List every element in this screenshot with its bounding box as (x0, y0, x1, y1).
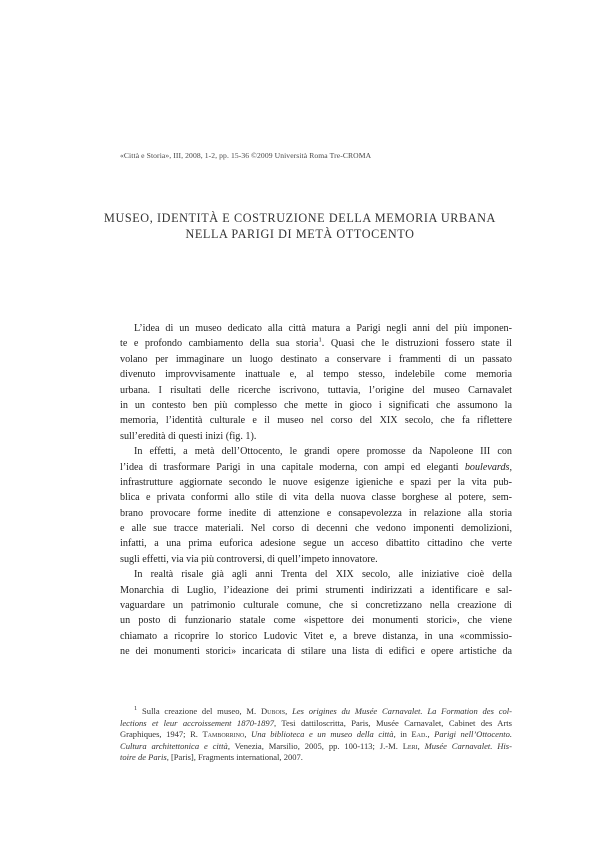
body-text: te e profondo cambiamento della sua storia (120, 338, 319, 350)
body-line (120, 336, 512, 351)
footnote-text: Graphiques, 1947; R. (120, 729, 203, 739)
body-line: In realtà risale già agli anni Trenta del XIX secolo, alle iniziative cioè della (134, 569, 512, 581)
footnote-text: Sulla creazione del museo, M. (142, 706, 261, 716)
body-line: un posto di funzionario statale come «ispettore dei monumenti storici», che viene (120, 615, 512, 627)
body-line: Monarchia di Luglio, l’ideazione dei primi strumenti indirizzati a identificare e sal- (120, 584, 512, 596)
footnote-author: Leri (402, 740, 418, 751)
footnote-title: Cultura architettonica e città (120, 740, 228, 751)
footnote-text: , [Paris], Fragments international, 2007. (166, 752, 303, 762)
body-line: In effetti, a metà dell’Ottocento, le grandi opere promosse da Napoleone III con (134, 446, 512, 458)
body-text: . Quasi che le distruzioni fossero state il (321, 338, 512, 350)
footnote-author: Ead. (411, 729, 428, 739)
body-line: chiamato a ricoprire lo storico Ludovic Vitet e, a breve distanza, in una «commissio- (120, 630, 512, 642)
body-line: infatti, a una prima euforica adesione segue un acceso dibattito cittadino che verte (120, 538, 512, 550)
footnote-title: Les origines du Musée Carnavalet. La Formation des col- (292, 706, 512, 716)
body-line (120, 460, 512, 475)
article-body (120, 321, 512, 660)
footnote-text: , (285, 706, 293, 716)
footnote-line (120, 729, 512, 741)
body-line: blica e privata conformi allo stile di vita della nuova classe borghese al potere, sem- (120, 492, 512, 504)
body-line: L’idea di un museo dedicato alla città matura a Parigi negli anni del più imponen- (134, 323, 512, 334)
footnote-title: toire de Paris (120, 752, 167, 762)
body-line: in un contesto ben più complesso che mette in gioco i significati che assumono la (120, 399, 512, 411)
article-title-line-2: NELLA PARIGI DI METÀ OTTOCENTO (185, 227, 415, 241)
footnote-text: , (427, 729, 435, 739)
footnote-text: , (244, 729, 252, 739)
article-title-line-1: MUSEO, IDENTITÀ E COSTRUZIONE DELLA MEMORIA URBANA (104, 211, 496, 225)
body-line: divenuto improvvisamente inattuale e, al tempo stesso, indelebile come memoria (120, 369, 512, 381)
body-line: brano provocare forme inedite di attenzione e consapevolezza in relazione alla storia (120, 507, 512, 519)
footnote-title: lections et leur accroissement 1870-1897 (120, 717, 274, 728)
footnote-author: Tamborrino (202, 729, 245, 739)
footnote-author: Dubois (260, 706, 286, 716)
body-line: memoria, l’identità culturale e il museo nel corso del XIX secolo, che fa riflettere (120, 415, 512, 427)
footnote-text: , Tesi dattiloscritta, Paris, Musée Carnavalet, Cabinet des Arts (273, 717, 512, 728)
footnote-text: , (417, 740, 425, 751)
body-text: l’idea di trasformare Parigi in una capitale moderna, con ampi ed eleganti (120, 461, 465, 473)
footnote-line (120, 741, 512, 753)
footnote-text: , in (393, 729, 412, 739)
footnote-line (120, 706, 512, 718)
footnote-text: , Venezia, Marsilio, 2005, pp. 100-113; J.-M. (227, 740, 403, 751)
body-line: sugli effetti, via via più controversi, di quell’impeto innovatore. (120, 553, 378, 565)
footnote-number: 1 (134, 705, 138, 713)
body-line: ne dei monumenti storici» incaricata di stilare una lista di edifici e opere artistiche da (120, 646, 512, 658)
body-text-italic: boulevards (464, 461, 510, 473)
footnote-title: Una biblioteca e un museo della città (251, 729, 394, 739)
footnote-title: Musée Carnavalet. His- (424, 740, 512, 751)
body-line: urbana. I risultati delle ricerche iscrivono, tuttavia, l’origine del museo Carnavalet (120, 384, 512, 396)
body-line: volano per immaginare un luogo destinato a conservare i frammenti di un passato (120, 353, 512, 365)
journal-citation: «Città e Storia», III, 2008, 1-2, pp. 15-36 ©2009 Università Roma Tre-CROMA (120, 151, 372, 160)
footnote-line (120, 718, 512, 730)
body-line: sull’eredità di questi inizi (fig. 1). (120, 430, 257, 442)
footnotes (120, 706, 512, 764)
footnote-title: Parigi nell’Ottocento. (434, 729, 513, 739)
body-text: , (509, 461, 512, 473)
footnote-ref[interactable]: 1 (318, 337, 322, 345)
footnote-line (120, 752, 512, 764)
body-line: e alle sue tracce materiali. Nel corso di decenni che vedono imponenti demolizioni, (120, 523, 512, 535)
body-line: vaguardare un patrimonio culturale comune, che si concretizzano nella creazione di (120, 600, 512, 612)
body-line: infrastrutture aggiornate secondo le nuove esigenze igieniche e spazi per la vita pub- (120, 476, 512, 488)
